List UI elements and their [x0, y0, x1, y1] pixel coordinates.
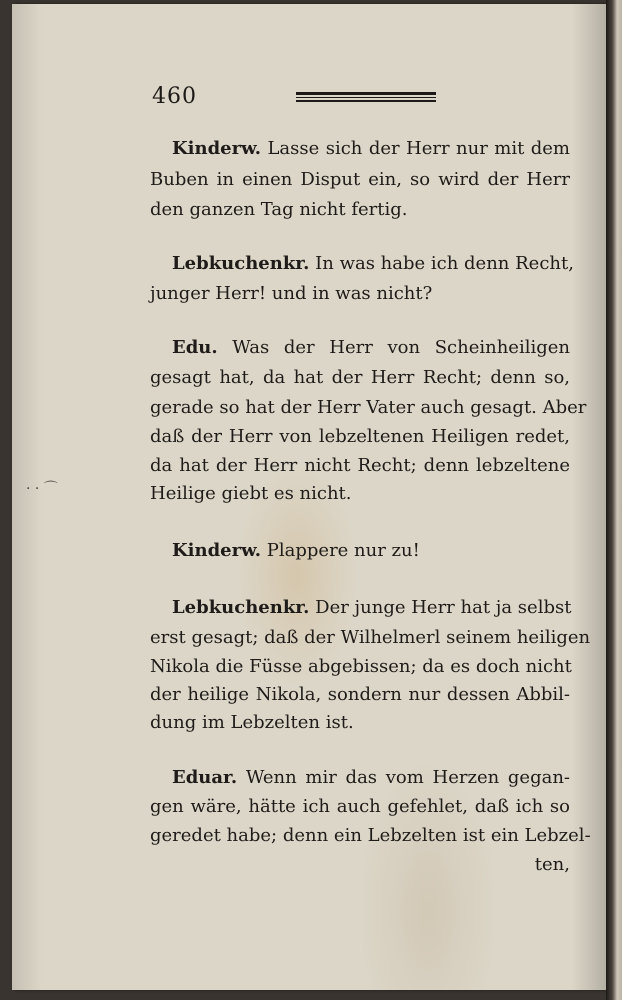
- text-line: [150, 397, 587, 418]
- line-text: dung im Lebzelten ist.: [150, 712, 354, 733]
- text-line: [150, 199, 570, 220]
- line-text: den ganzen Tag nicht fertig.: [150, 199, 408, 220]
- line-text: In was habe ich denn Recht,: [309, 253, 574, 274]
- speaker-name: Lebkuchenkr.: [172, 597, 310, 618]
- line-text: junger Herr! und in was nicht?: [150, 283, 433, 304]
- line-text: erst gesagt; daß der Wilhelmerl seinem heiligen: [150, 627, 591, 648]
- line-text: Wenn mir das vom Herzen gegan-: [237, 767, 570, 788]
- line-text: Der junge Herr hat ja selbst: [309, 597, 572, 618]
- line-text: da hat der Herr nicht Recht; denn lebzeltene: [150, 455, 570, 476]
- text-line: [172, 767, 570, 788]
- speaker-name: Eduar.: [172, 767, 238, 788]
- text-line: [172, 540, 570, 561]
- line-text: gerade so hat der Herr Vater auch gesagt. Aber: [150, 397, 587, 418]
- line-text: Nikola die Füsse abgebissen; da es doch nicht: [150, 656, 572, 677]
- text-line: [172, 253, 574, 274]
- text-line: [150, 796, 570, 817]
- text-line: [150, 825, 591, 846]
- text-line: [150, 426, 570, 447]
- line-text: Heilige giebt es nicht.: [150, 483, 352, 504]
- text-line: [150, 169, 570, 190]
- line-text: Plappere nur zu!: [261, 540, 420, 561]
- text-line: [150, 455, 570, 476]
- line-text: gen wäre, hätte ich auch gefehlet, daß ich so: [150, 796, 570, 817]
- text-line: [150, 627, 591, 648]
- text-line: [150, 483, 570, 504]
- book-edge: [606, 0, 622, 1000]
- text-line: [150, 367, 570, 388]
- text-line: [150, 712, 570, 733]
- line-text: ten,: [534, 854, 570, 875]
- speaker-name: Kinderw.: [172, 138, 262, 159]
- speaker-name: Edu.: [172, 337, 218, 358]
- speaker-name: Lebkuchenkr.: [172, 253, 310, 274]
- header-rule: [296, 92, 436, 102]
- line-text: der heilige Nikola, sondern nur dessen Abbil-: [150, 684, 570, 705]
- text-line: [150, 283, 570, 304]
- text-line: [172, 138, 570, 159]
- line-text: Buben in einen Disput ein, so wird der Herr: [150, 169, 570, 190]
- text-line: [172, 337, 570, 358]
- catchword: [150, 854, 570, 875]
- text-line: [150, 684, 570, 705]
- line-text: daß der Herr von lebzeltenen Heiligen redet,: [150, 426, 570, 447]
- line-text: Lasse sich der Herr nur mit dem: [261, 138, 570, 159]
- text-line: [172, 597, 570, 618]
- line-text: Was der Herr von Scheinheiligen: [217, 337, 570, 358]
- margin-mark: · · ⌒: [26, 481, 58, 497]
- line-text: geredet habe; denn ein Lebzelten ist ein Lebzel-: [150, 825, 591, 846]
- speaker-name: Kinderw.: [172, 540, 262, 561]
- text-line: [150, 656, 570, 677]
- line-text: gesagt hat, da hat der Herr Recht; denn so,: [150, 367, 570, 388]
- page-number: 460: [152, 84, 197, 109]
